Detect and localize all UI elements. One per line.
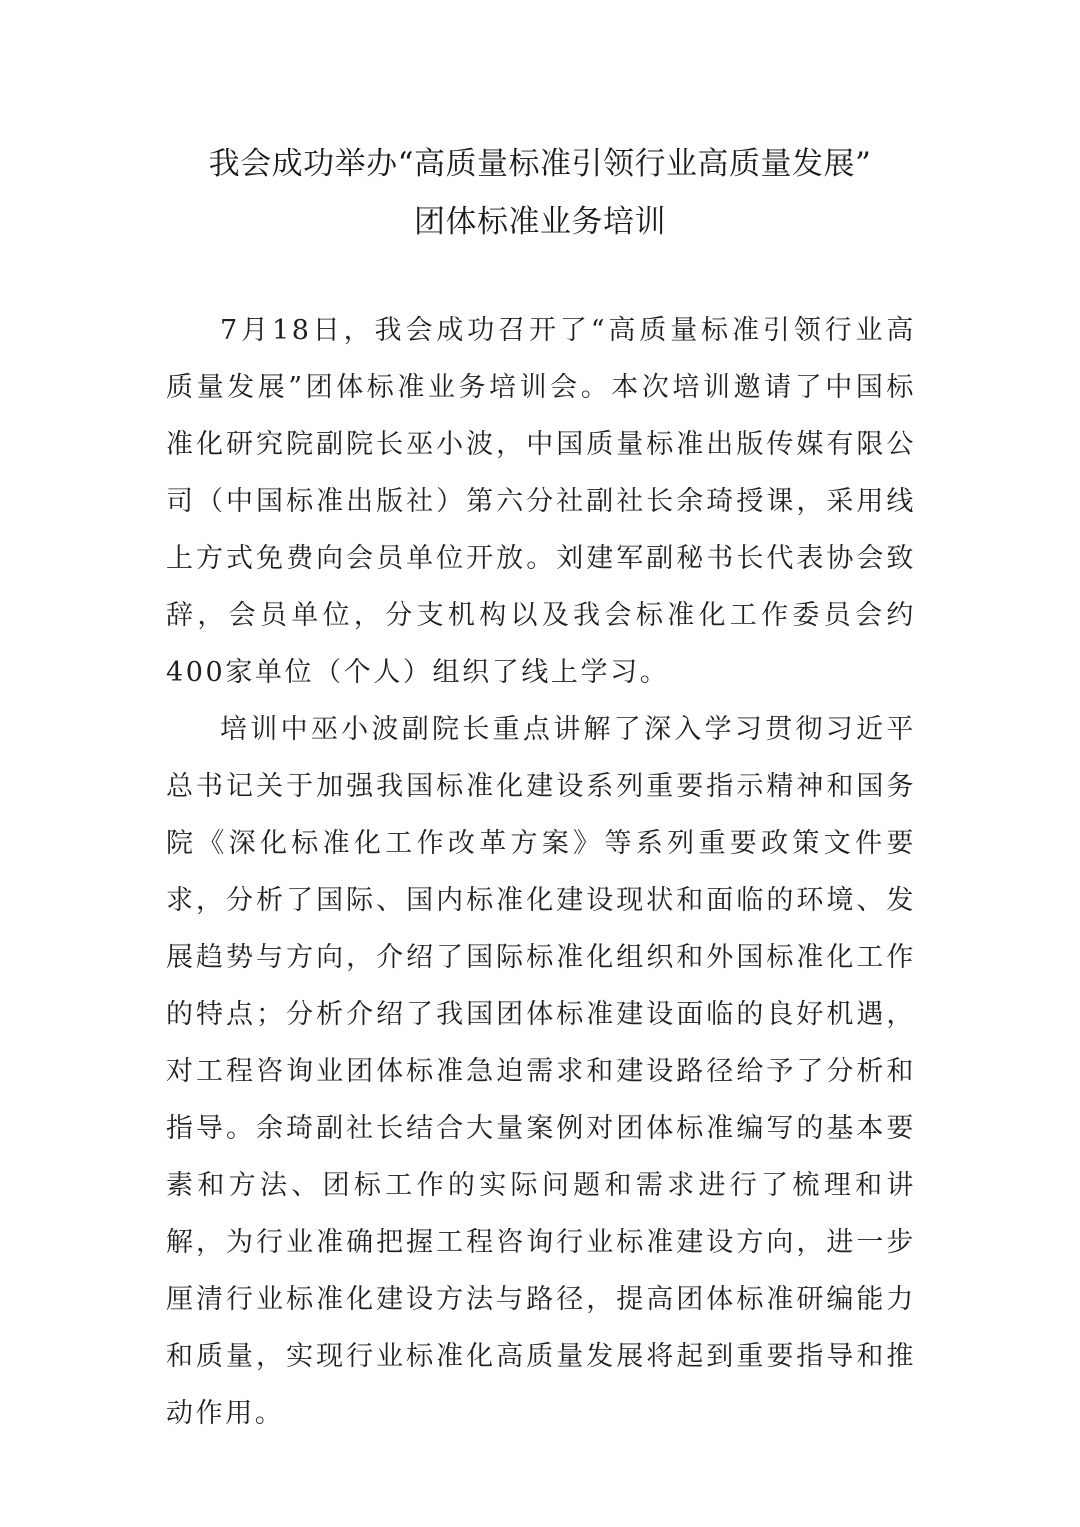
document-body xyxy=(166,302,916,1442)
document-title-line-1: 我会成功举办“高质量标准引领行业高质量发展” xyxy=(208,146,872,182)
paragraph-2: 培训中巫小波副院长重点讲解了深入学习贯彻习近平总书记关于加强我国标准化建设系列重要指示精神和国务院《深化标准化工作改革方案》等系列重要政策文件要求，分析了国际、国内标准化建设现状和面临的环境、发展趋势与方向，介绍了国际标准化组织和外国标准化工作的特点；分析介绍了我国团体标准建设面临的良好机遇，对工程咨询业团体标准急迫需求和建设路径给予了分析和指导。余琦副社长结合大量案例对团体标准编写的基本要素和方法、团标工作的实际问题和需求进行了梳理和讲解，为行业准确把握工程咨询行业标准建设方向，进一步厘清行业标准化建设方法与路径，提高团体标准研编能力和质量，实现行业标准化高质量发展将起到重要指导和推动作用。 xyxy=(166,714,916,1429)
paragraph-1: 7月18日，我会成功召开了“高质量标准引领行业高质量发展”团体标准业务培训会。本次培训邀请了中国标准化研究院副院长巫小波，中国质量标准出版传媒有限公司（中国标准出版社）第六分社副社长余琦授课，采用线上方式免费向会员单位开放。刘建军副秘书长代表协会致辞，会员单位，分支机构以及我会标准化工作委员会约400家单位（个人）组织了线上学习。 xyxy=(166,315,916,688)
document-title-line-2: 团体标准业务培训 xyxy=(414,204,666,240)
